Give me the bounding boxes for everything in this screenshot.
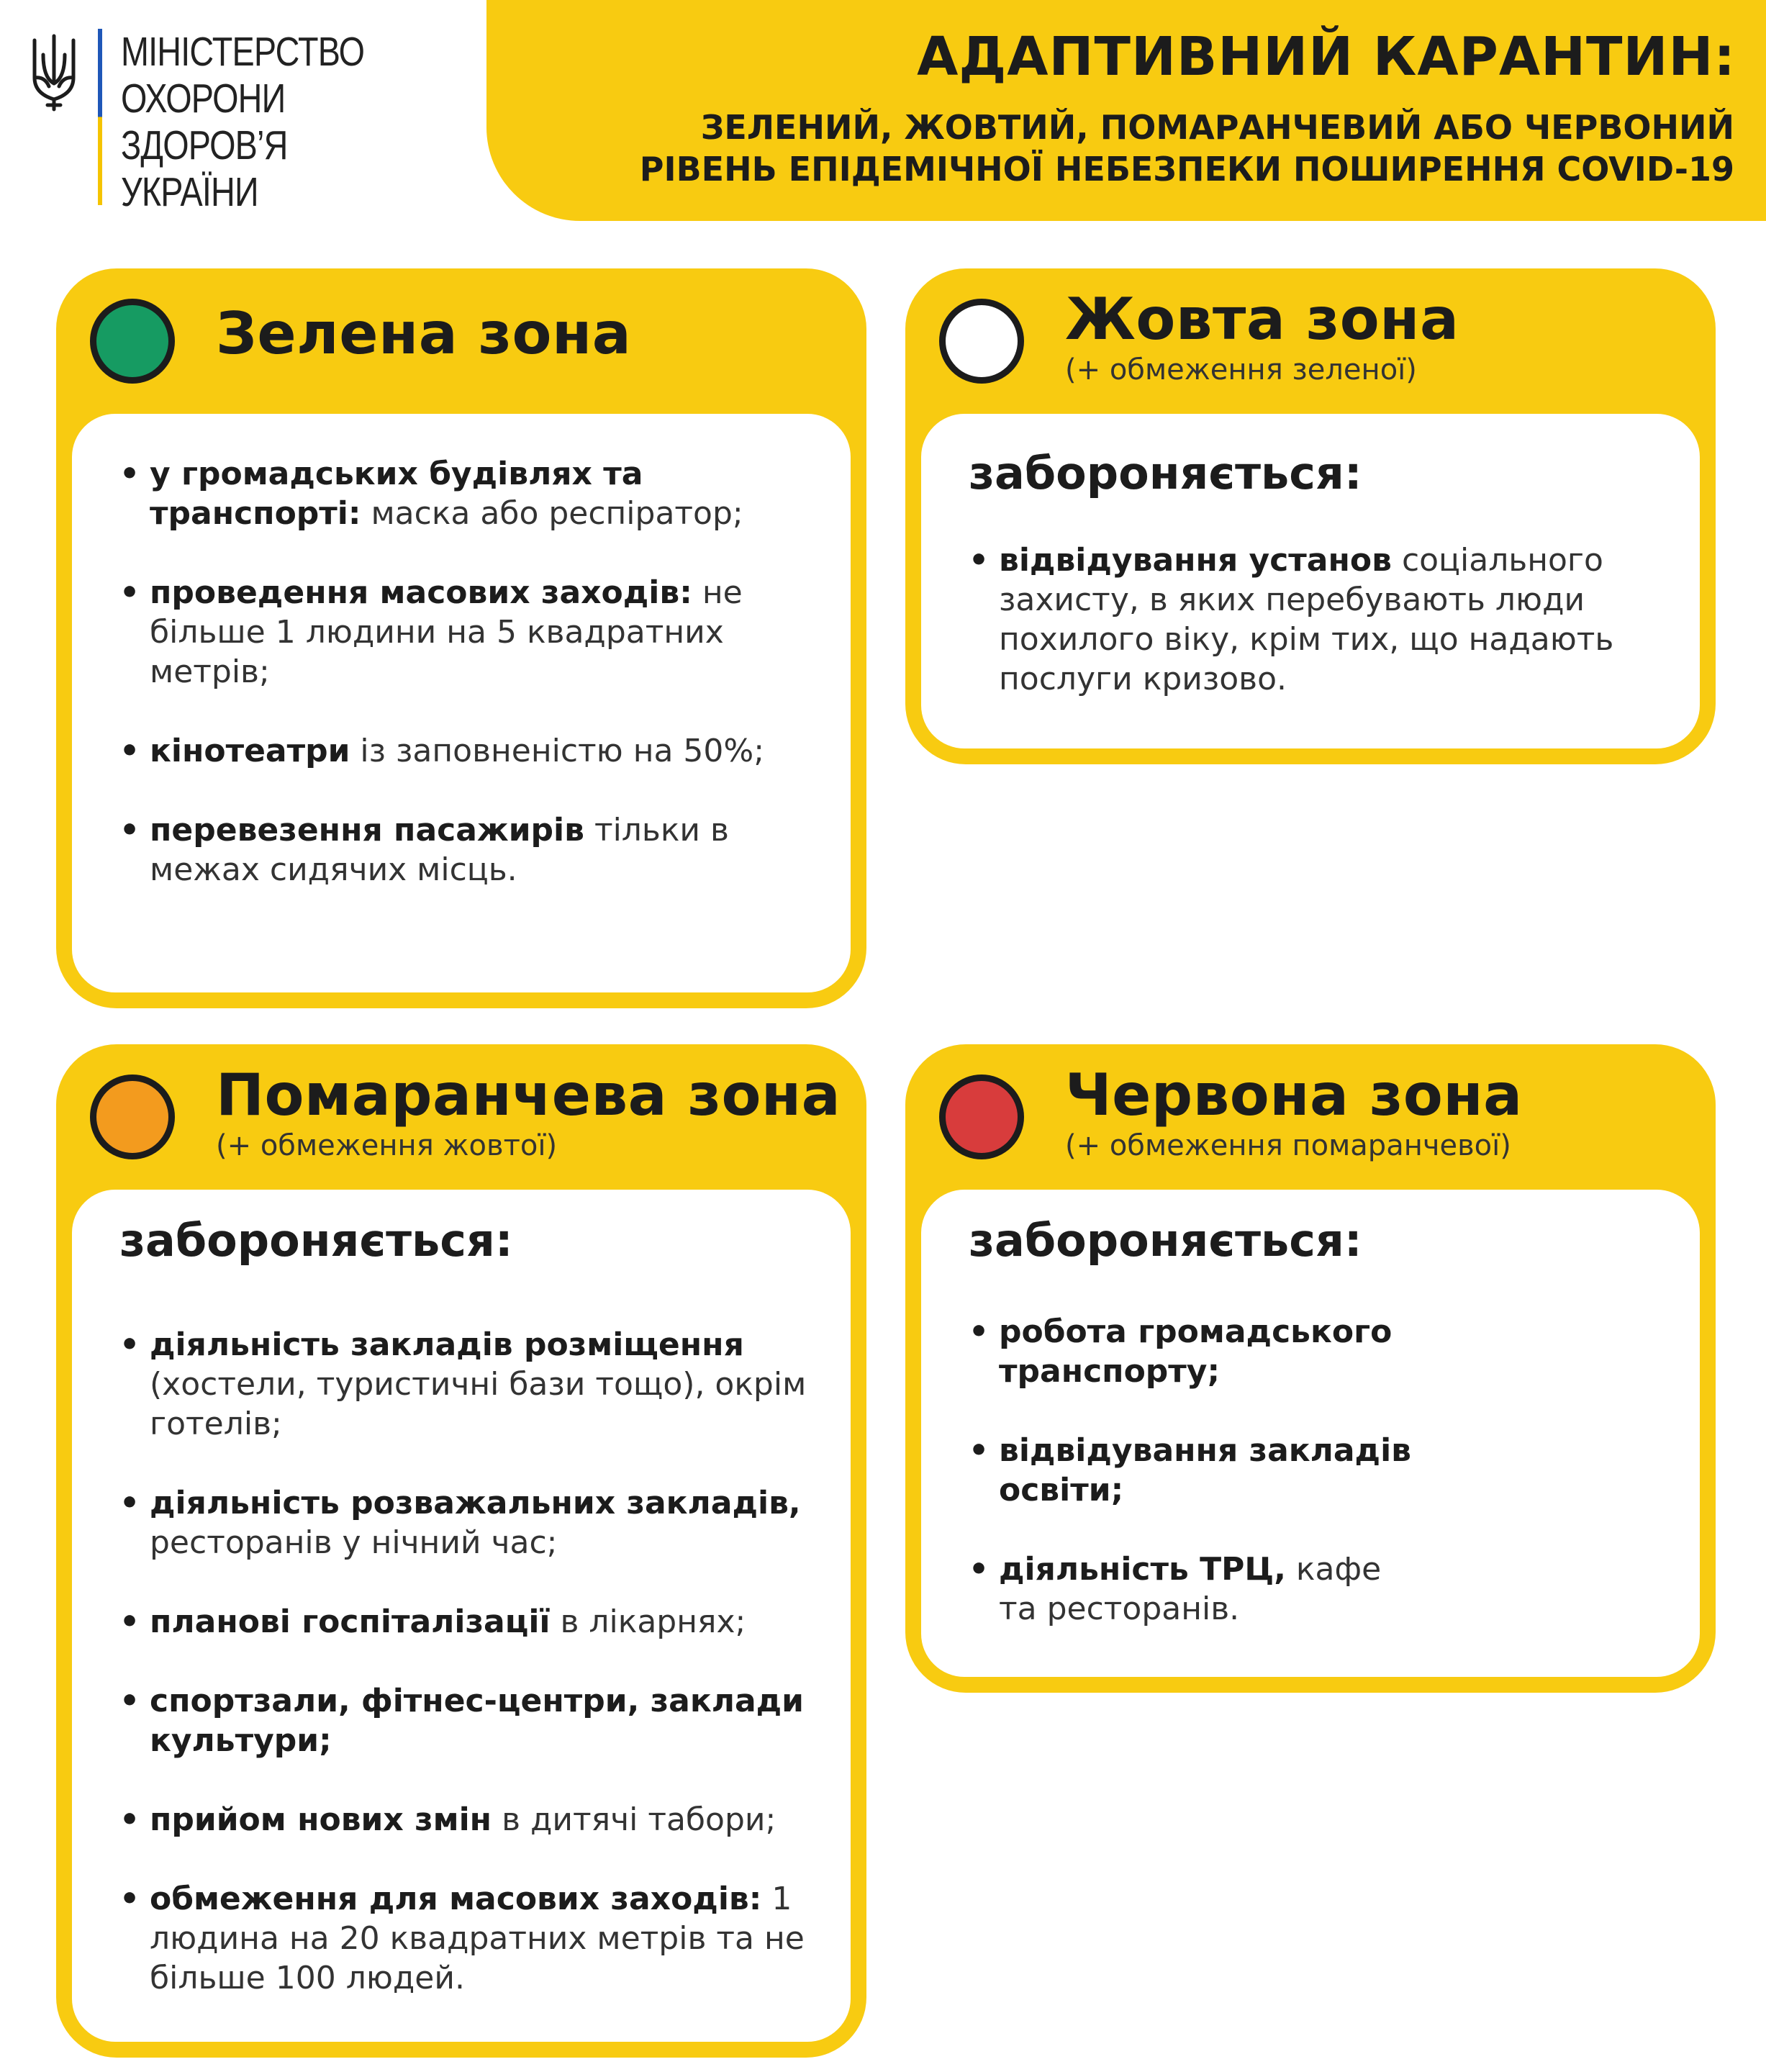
list-item: • перевезення пасажирів тільки в межах сидячих місць. — [119, 810, 810, 890]
list-item: • у громадських будівлях та транспорті: маска або респіратор; — [119, 454, 810, 533]
list-item: • діяльність закладів розміщення (хостели, туристичні бази тощо), окрім готелів; — [119, 1325, 810, 1444]
orange-zone-title: Помаранчева зона — [216, 1062, 841, 1128]
page-subtitle-line: ЗЕЛЕНИЙ, ЖОВТИЙ, ПОМАРАНЧЕВИЙ АБО ЧЕРВОНИЙ — [700, 108, 1734, 147]
orange-zone-card — [56, 1044, 866, 2058]
orange-status-dot-icon — [90, 1075, 175, 1159]
red-zone-content — [921, 1190, 1700, 1677]
list-item: • робота громадського транспорту; — [969, 1312, 1415, 1391]
orange-forbidden-heading: забороняється: — [119, 1214, 513, 1267]
yellow-forbidden-heading: забороняється: — [969, 447, 1362, 499]
list-item: • кінотеатри із заповненістю на 50%; — [119, 731, 810, 771]
page-title: АДАПТИВНИЙ КАРАНТИН: — [917, 26, 1736, 88]
red-forbidden-heading: забороняється: — [969, 1214, 1362, 1267]
list-item: • планові госпіталізації в лікарнях; — [119, 1602, 810, 1642]
yellow-zone-title: Жовта зона — [1065, 286, 1459, 353]
ministry-logo — [29, 29, 417, 216]
green-zone-content — [72, 414, 851, 992]
yellow-zone-content — [921, 414, 1700, 748]
header-banner — [486, 0, 1766, 221]
orange-zone-rules — [119, 1325, 810, 2037]
green-zone-card — [56, 268, 866, 1008]
list-item: • спортзали, фітнес-центри, заклади культури; — [119, 1681, 810, 1760]
orange-zone-content — [72, 1190, 851, 2042]
yellow-zone-note: (+ обмеження зеленої) — [1065, 353, 1417, 386]
red-zone-rules — [969, 1312, 1415, 1668]
green-zone-title: Зелена зона — [216, 300, 632, 367]
orange-zone-note: (+ обмеження жовтої) — [216, 1129, 558, 1162]
list-item: • обмеження для масових заходів: 1 людина на 20 квадратних метрів та не більше 100 людей. — [119, 1879, 810, 1998]
list-item: • діяльність ТРЦ, кафе та ресторанів. — [969, 1550, 1415, 1629]
green-zone-rules — [119, 454, 810, 929]
trident-icon — [29, 33, 79, 112]
page-subtitle — [640, 107, 1734, 190]
ministry-name-line: МІНІСТЕРСТВО — [121, 29, 365, 75]
yellow-status-dot-icon — [939, 299, 1024, 384]
red-zone-title: Червона зона — [1065, 1062, 1523, 1128]
list-item: • діяльність розважальних закладів, ресторанів у нічний час; — [119, 1483, 810, 1562]
yellow-zone-card — [905, 268, 1716, 764]
red-status-dot-icon — [939, 1075, 1024, 1159]
ministry-name-line: ЗДОРОВ’Я — [121, 122, 288, 168]
logo-flag-bar — [98, 29, 102, 205]
yellow-zone-rules — [969, 540, 1659, 738]
list-item: • відвідування установ соціального захисту, в яких перебувають люди похилого віку, крім тих, що надають послуги кризово. — [969, 540, 1659, 699]
red-zone-card — [905, 1044, 1716, 1693]
list-item: • відвідування закладів освіти; — [969, 1431, 1415, 1510]
red-zone-note: (+ обмеження помаранчевої) — [1065, 1129, 1511, 1162]
green-status-dot-icon — [90, 299, 175, 384]
ministry-name-line: ОХОРОНИ — [121, 76, 286, 122]
ministry-name-line: УКРАЇНИ — [121, 169, 258, 215]
list-item: • прийом нових змін в дитячі табори; — [119, 1800, 810, 1840]
page-subtitle-line: РІВЕНЬ ЕПІДЕМІЧНОЇ НЕБЕЗПЕКИ ПОШИРЕННЯ COVID-19 — [639, 150, 1734, 189]
ministry-name — [121, 29, 364, 216]
list-item: • проведення масових заходів: не більше 1 людини на 5 квадратних метрів; — [119, 573, 810, 692]
